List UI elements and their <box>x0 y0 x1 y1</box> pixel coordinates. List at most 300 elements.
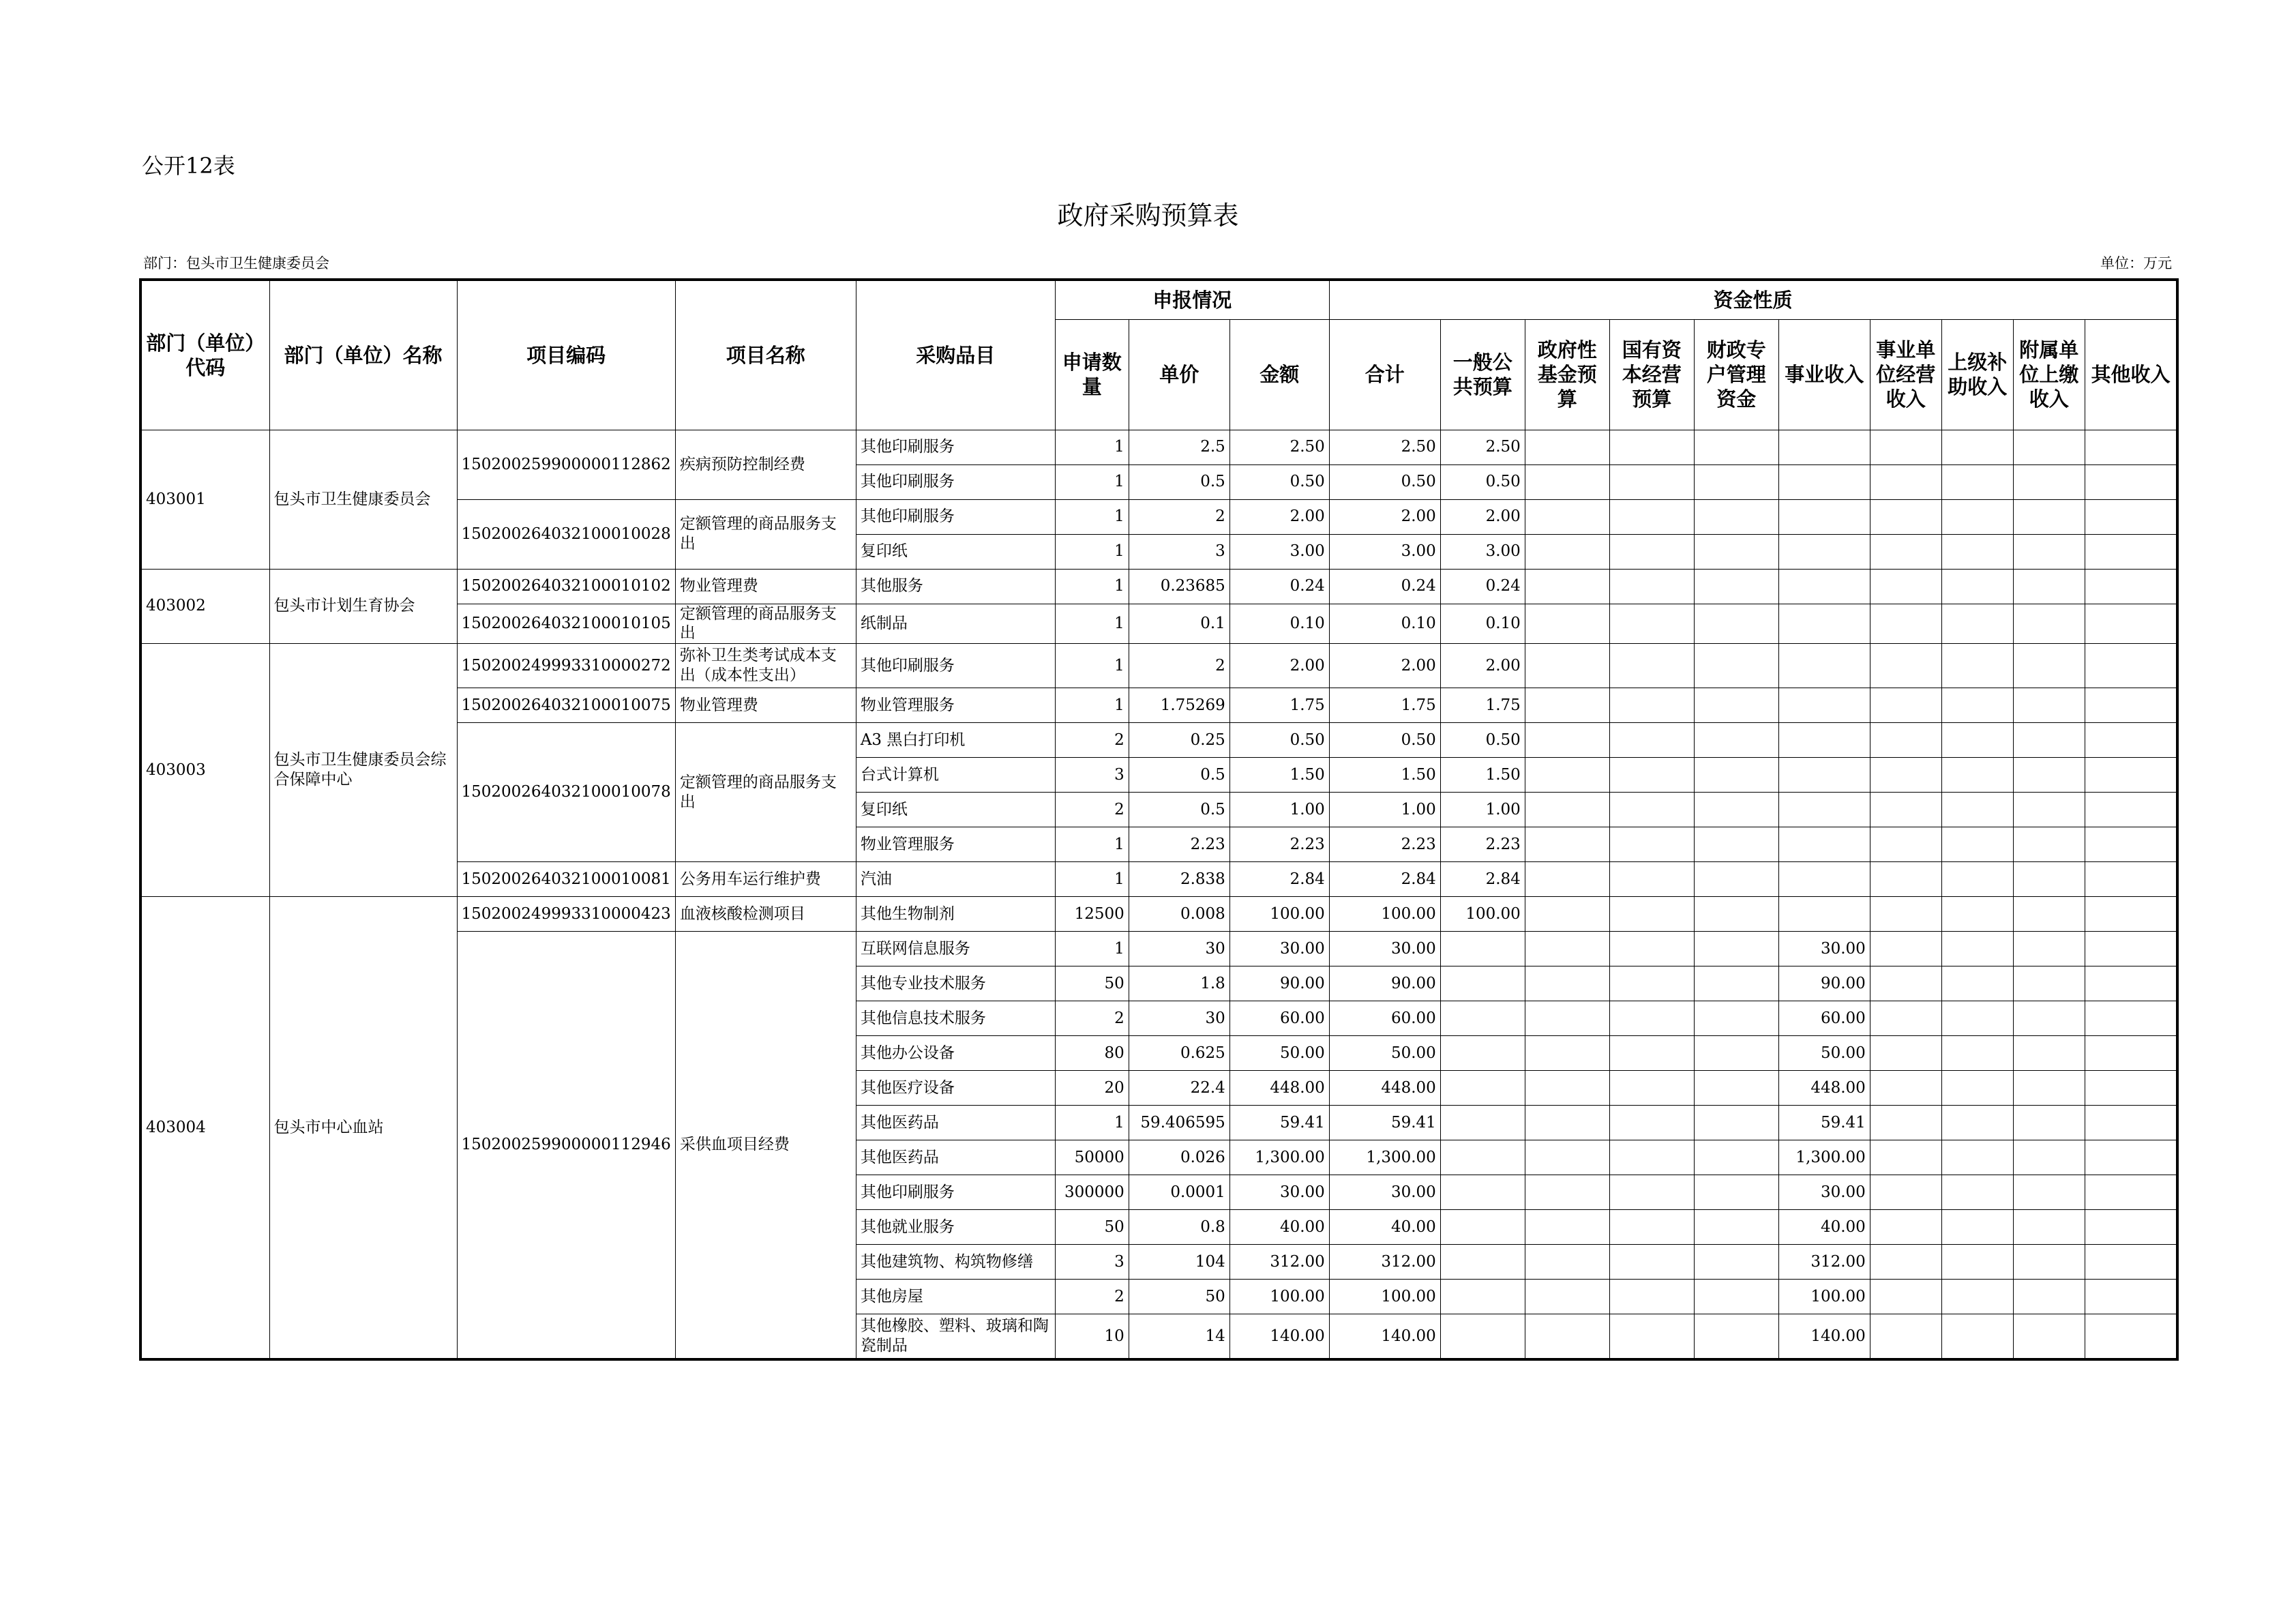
operating-income-cell <box>1870 534 1941 569</box>
amount-cell: 0.50 <box>1229 464 1329 499</box>
unit-price-cell: 1.8 <box>1129 966 1229 1001</box>
total-cell: 1.00 <box>1329 793 1440 827</box>
other-income-cell <box>2085 862 2177 897</box>
qty-cell: 1 <box>1055 534 1129 569</box>
gov-fund-cell <box>1525 827 1609 862</box>
general-budget-cell: 3.00 <box>1440 534 1525 569</box>
header-state-capital: 国有资本经营预算 <box>1609 319 1694 430</box>
unit-price-cell: 2.838 <box>1129 862 1229 897</box>
total-cell: 2.23 <box>1329 827 1440 862</box>
affiliated-income-cell <box>2013 758 2085 793</box>
general-budget-cell: 2.23 <box>1440 827 1525 862</box>
item-cell: A3 黑白打印机 <box>856 723 1055 758</box>
table-row <box>140 897 2177 932</box>
operating-income-cell <box>1870 793 1941 827</box>
project-code-cell: 150200264032100010078 <box>457 723 675 862</box>
qty-cell: 80 <box>1055 1036 1129 1071</box>
qty-cell: 50 <box>1055 1210 1129 1245</box>
business-income-cell: 1,300.00 <box>1778 1140 1870 1175</box>
total-cell: 3.00 <box>1329 534 1440 569</box>
qty-cell: 2 <box>1055 1280 1129 1314</box>
amount-cell: 30.00 <box>1229 932 1329 966</box>
affiliated-income-cell <box>2013 430 2085 464</box>
state-capital-cell <box>1609 932 1694 966</box>
amount-cell: 1,300.00 <box>1229 1140 1329 1175</box>
special-fund-cell <box>1694 862 1778 897</box>
dept-code-cell: 403004 <box>140 897 269 1360</box>
item-cell: 其他办公设备 <box>856 1036 1055 1071</box>
item-cell: 其他服务 <box>856 569 1055 604</box>
gov-fund-cell <box>1525 793 1609 827</box>
operating-income-cell <box>1870 604 1941 644</box>
qty-cell: 1 <box>1055 569 1129 604</box>
other-income-cell <box>2085 1210 2177 1245</box>
table-row <box>140 644 2177 688</box>
business-income-cell <box>1778 604 1870 644</box>
affiliated-income-cell <box>2013 1036 2085 1071</box>
total-cell: 30.00 <box>1329 1175 1440 1210</box>
unit-price-cell: 14 <box>1129 1314 1229 1360</box>
general-budget-cell: 0.50 <box>1440 723 1525 758</box>
general-budget-cell <box>1440 1140 1525 1175</box>
header-subsidy: 上级补助收入 <box>1941 319 2013 430</box>
dept-name-cell: 包头市计划生育协会 <box>269 569 457 644</box>
total-cell: 59.41 <box>1329 1106 1440 1140</box>
state-capital-cell <box>1609 604 1694 644</box>
project-code-cell: 150200264032100010075 <box>457 688 675 723</box>
item-cell: 复印纸 <box>856 793 1055 827</box>
business-income-cell <box>1778 644 1870 688</box>
project-code-cell: 150200259900000112946 <box>457 932 675 1360</box>
business-income-cell: 140.00 <box>1778 1314 1870 1360</box>
amount-cell: 0.10 <box>1229 604 1329 644</box>
amount-cell: 1.75 <box>1229 688 1329 723</box>
item-cell: 其他印刷服务 <box>856 644 1055 688</box>
special-fund-cell <box>1694 1106 1778 1140</box>
unit-price-cell: 0.23685 <box>1129 569 1229 604</box>
total-cell: 90.00 <box>1329 966 1440 1001</box>
total-cell: 2.00 <box>1329 499 1440 534</box>
business-income-cell: 30.00 <box>1778 932 1870 966</box>
gov-fund-cell <box>1525 1175 1609 1210</box>
table-row <box>140 569 2177 604</box>
qty-cell: 2 <box>1055 723 1129 758</box>
amount-cell: 448.00 <box>1229 1071 1329 1106</box>
table-row <box>140 430 2177 464</box>
item-cell: 其他就业服务 <box>856 1210 1055 1245</box>
operating-income-cell <box>1870 1245 1941 1280</box>
total-cell: 0.10 <box>1329 604 1440 644</box>
other-income-cell <box>2085 464 2177 499</box>
amount-cell: 59.41 <box>1229 1106 1329 1140</box>
header-project-name: 项目名称 <box>675 280 856 430</box>
qty-cell: 1 <box>1055 464 1129 499</box>
unit-price-cell: 0.1 <box>1129 604 1229 644</box>
qty-cell: 10 <box>1055 1314 1129 1360</box>
business-income-cell <box>1778 464 1870 499</box>
business-income-cell <box>1778 723 1870 758</box>
state-capital-cell <box>1609 897 1694 932</box>
project-name-cell: 弥补卫生类考试成本支出（成本性支出） <box>675 644 856 688</box>
special-fund-cell <box>1694 569 1778 604</box>
special-fund-cell <box>1694 1140 1778 1175</box>
subsidy-income-cell <box>1941 1036 2013 1071</box>
total-cell: 100.00 <box>1329 1280 1440 1314</box>
general-budget-cell <box>1440 1036 1525 1071</box>
special-fund-cell <box>1694 1175 1778 1210</box>
other-income-cell <box>2085 604 2177 644</box>
business-income-cell <box>1778 569 1870 604</box>
qty-cell: 50000 <box>1055 1140 1129 1175</box>
qty-cell: 1 <box>1055 932 1129 966</box>
total-cell: 0.50 <box>1329 723 1440 758</box>
project-code-cell: 150200264032100010105 <box>457 604 675 644</box>
total-cell: 1.50 <box>1329 758 1440 793</box>
unit-price-cell: 0.25 <box>1129 723 1229 758</box>
item-cell: 其他专业技术服务 <box>856 966 1055 1001</box>
state-capital-cell <box>1609 1106 1694 1140</box>
general-budget-cell: 0.50 <box>1440 464 1525 499</box>
subsidy-income-cell <box>1941 430 2013 464</box>
business-income-cell <box>1778 499 1870 534</box>
general-budget-cell: 1.00 <box>1440 793 1525 827</box>
state-capital-cell <box>1609 1001 1694 1036</box>
project-name-cell: 物业管理费 <box>675 688 856 723</box>
gov-fund-cell <box>1525 966 1609 1001</box>
item-cell: 其他医疗设备 <box>856 1071 1055 1106</box>
operating-income-cell <box>1870 1280 1941 1314</box>
other-income-cell <box>2085 1245 2177 1280</box>
project-code-cell: 150200264032100010028 <box>457 499 675 569</box>
subsidy-income-cell <box>1941 1106 2013 1140</box>
project-name-cell: 疾病预防控制经费 <box>675 430 856 499</box>
subsidy-income-cell <box>1941 534 2013 569</box>
subsidy-income-cell <box>1941 1140 2013 1175</box>
amount-cell: 2.00 <box>1229 499 1329 534</box>
subsidy-income-cell <box>1941 932 2013 966</box>
gov-fund-cell <box>1525 1314 1609 1360</box>
other-income-cell <box>2085 1036 2177 1071</box>
special-fund-cell <box>1694 897 1778 932</box>
total-cell: 40.00 <box>1329 1210 1440 1245</box>
project-code-cell: 150200249993310000272 <box>457 644 675 688</box>
special-fund-cell <box>1694 793 1778 827</box>
unit-price-cell: 0.5 <box>1129 793 1229 827</box>
business-income-cell <box>1778 793 1870 827</box>
operating-income-cell <box>1870 897 1941 932</box>
special-fund-cell <box>1694 932 1778 966</box>
other-income-cell <box>2085 966 2177 1001</box>
state-capital-cell <box>1609 499 1694 534</box>
dept-code-cell: 403001 <box>140 430 269 569</box>
amount-cell: 0.50 <box>1229 723 1329 758</box>
amount-cell: 30.00 <box>1229 1175 1329 1210</box>
operating-income-cell <box>1870 430 1941 464</box>
subsidy-income-cell <box>1941 1314 2013 1360</box>
subsidy-income-cell <box>1941 1175 2013 1210</box>
affiliated-income-cell <box>2013 1175 2085 1210</box>
operating-income-cell <box>1870 644 1941 688</box>
state-capital-cell <box>1609 966 1694 1001</box>
special-fund-cell <box>1694 430 1778 464</box>
item-cell: 其他橡胶、塑料、玻璃和陶瓷制品 <box>856 1314 1055 1360</box>
header-dept-name: 部门（单位）名称 <box>269 280 457 430</box>
project-name-cell: 公务用车运行维护费 <box>675 862 856 897</box>
amount-cell: 2.00 <box>1229 644 1329 688</box>
total-cell: 1,300.00 <box>1329 1140 1440 1175</box>
special-fund-cell <box>1694 604 1778 644</box>
special-fund-cell <box>1694 1071 1778 1106</box>
total-cell: 2.00 <box>1329 644 1440 688</box>
special-fund-cell <box>1694 1036 1778 1071</box>
general-budget-cell <box>1440 1210 1525 1245</box>
page-title: 政府采购预算表 <box>1057 201 1239 231</box>
operating-income-cell <box>1870 1071 1941 1106</box>
amount-cell: 60.00 <box>1229 1001 1329 1036</box>
affiliated-income-cell <box>2013 499 2085 534</box>
unit-price-cell: 22.4 <box>1129 1071 1229 1106</box>
header-project-code: 项目编码 <box>457 280 675 430</box>
amount-cell: 2.23 <box>1229 827 1329 862</box>
header-other: 其他收入 <box>2085 319 2177 430</box>
header-group-fund: 资金性质 <box>1329 280 2177 319</box>
subsidy-income-cell <box>1941 1245 2013 1280</box>
project-name-cell: 血液核酸检测项目 <box>675 897 856 932</box>
other-income-cell <box>2085 688 2177 723</box>
qty-cell: 2 <box>1055 1001 1129 1036</box>
other-income-cell <box>2085 1280 2177 1314</box>
business-income-cell: 30.00 <box>1778 1175 1870 1210</box>
business-income-cell: 100.00 <box>1778 1280 1870 1314</box>
item-cell: 纸制品 <box>856 604 1055 644</box>
operating-income-cell <box>1870 1036 1941 1071</box>
header-item: 采购品目 <box>856 280 1055 430</box>
unit-price-cell: 0.0001 <box>1129 1175 1229 1210</box>
business-income-cell <box>1778 758 1870 793</box>
unit-price-cell: 104 <box>1129 1245 1229 1280</box>
other-income-cell <box>2085 1001 2177 1036</box>
state-capital-cell <box>1609 862 1694 897</box>
subsidy-income-cell <box>1941 793 2013 827</box>
business-income-cell: 60.00 <box>1778 1001 1870 1036</box>
state-capital-cell <box>1609 758 1694 793</box>
general-budget-cell: 2.00 <box>1440 644 1525 688</box>
dept-code-cell: 403002 <box>140 569 269 644</box>
project-name-cell: 定额管理的商品服务支出 <box>675 499 856 569</box>
affiliated-income-cell <box>2013 1245 2085 1280</box>
qty-cell: 1 <box>1055 430 1129 464</box>
business-income-cell <box>1778 534 1870 569</box>
other-income-cell <box>2085 897 2177 932</box>
business-income-cell <box>1778 862 1870 897</box>
subsidy-income-cell <box>1941 644 2013 688</box>
gov-fund-cell <box>1525 1071 1609 1106</box>
unit-price-cell: 2 <box>1129 644 1229 688</box>
special-fund-cell <box>1694 723 1778 758</box>
operating-income-cell <box>1870 1001 1941 1036</box>
total-cell: 2.50 <box>1329 430 1440 464</box>
subsidy-income-cell <box>1941 1280 2013 1314</box>
affiliated-income-cell <box>2013 1071 2085 1106</box>
item-cell: 互联网信息服务 <box>856 932 1055 966</box>
affiliated-income-cell <box>2013 534 2085 569</box>
state-capital-cell <box>1609 1175 1694 1210</box>
affiliated-income-cell <box>2013 688 2085 723</box>
project-name-cell: 定额管理的商品服务支出 <box>675 723 856 862</box>
project-name-cell: 物业管理费 <box>675 569 856 604</box>
item-cell: 汽油 <box>856 862 1055 897</box>
business-income-cell <box>1778 688 1870 723</box>
operating-income-cell <box>1870 827 1941 862</box>
amount-cell: 50.00 <box>1229 1036 1329 1071</box>
gov-fund-cell <box>1525 1106 1609 1140</box>
affiliated-income-cell <box>2013 1314 2085 1360</box>
item-cell: 其他房屋 <box>856 1280 1055 1314</box>
amount-cell: 3.00 <box>1229 534 1329 569</box>
affiliated-income-cell <box>2013 1001 2085 1036</box>
subsidy-income-cell <box>1941 897 2013 932</box>
total-cell: 448.00 <box>1329 1071 1440 1106</box>
gov-fund-cell <box>1525 1210 1609 1245</box>
operating-income-cell <box>1870 1210 1941 1245</box>
state-capital-cell <box>1609 827 1694 862</box>
affiliated-income-cell <box>2013 723 2085 758</box>
special-fund-cell <box>1694 1001 1778 1036</box>
header-gov-fund: 政府性基金预算 <box>1525 319 1609 430</box>
general-budget-cell: 0.10 <box>1440 604 1525 644</box>
special-fund-cell <box>1694 827 1778 862</box>
state-capital-cell <box>1609 644 1694 688</box>
special-fund-cell <box>1694 688 1778 723</box>
project-name-cell: 采供血项目经费 <box>675 932 856 1360</box>
header-special: 财政专户管理资金 <box>1694 319 1778 430</box>
affiliated-income-cell <box>2013 1106 2085 1140</box>
other-income-cell <box>2085 1106 2177 1140</box>
unit-price-cell: 50 <box>1129 1280 1229 1314</box>
other-income-cell <box>2085 569 2177 604</box>
general-budget-cell: 1.75 <box>1440 688 1525 723</box>
qty-cell: 1 <box>1055 604 1129 644</box>
operating-income-cell <box>1870 862 1941 897</box>
general-budget-cell <box>1440 1280 1525 1314</box>
other-income-cell <box>2085 932 2177 966</box>
subsidy-income-cell <box>1941 688 2013 723</box>
operating-income-cell <box>1870 932 1941 966</box>
unit-price-cell: 2 <box>1129 499 1229 534</box>
amount-cell: 1.50 <box>1229 758 1329 793</box>
qty-cell: 2 <box>1055 793 1129 827</box>
gov-fund-cell <box>1525 604 1609 644</box>
gov-fund-cell <box>1525 1140 1609 1175</box>
header-dept-code: 部门（单位）代码 <box>140 280 269 430</box>
subsidy-income-cell <box>1941 1071 2013 1106</box>
unit-price-cell: 0.008 <box>1129 897 1229 932</box>
business-income-cell <box>1778 827 1870 862</box>
general-budget-cell: 2.84 <box>1440 862 1525 897</box>
gov-fund-cell <box>1525 862 1609 897</box>
general-budget-cell: 1.50 <box>1440 758 1525 793</box>
general-budget-cell: 2.50 <box>1440 430 1525 464</box>
header-total: 合计 <box>1329 319 1440 430</box>
business-income-cell: 50.00 <box>1778 1036 1870 1071</box>
business-income-cell <box>1778 897 1870 932</box>
amount-cell: 312.00 <box>1229 1245 1329 1280</box>
general-budget-cell: 2.00 <box>1440 499 1525 534</box>
gov-fund-cell <box>1525 534 1609 569</box>
general-budget-cell <box>1440 1175 1525 1210</box>
amount-cell: 2.84 <box>1229 862 1329 897</box>
amount-cell: 90.00 <box>1229 966 1329 1001</box>
total-cell: 312.00 <box>1329 1245 1440 1280</box>
unit-price-cell: 0.625 <box>1129 1036 1229 1071</box>
item-cell: 其他医药品 <box>856 1140 1055 1175</box>
affiliated-income-cell <box>2013 1280 2085 1314</box>
gov-fund-cell <box>1525 897 1609 932</box>
qty-cell: 20 <box>1055 1071 1129 1106</box>
total-cell: 60.00 <box>1329 1001 1440 1036</box>
subsidy-income-cell <box>1941 464 2013 499</box>
state-capital-cell <box>1609 1071 1694 1106</box>
state-capital-cell <box>1609 1210 1694 1245</box>
gov-fund-cell <box>1525 430 1609 464</box>
other-income-cell <box>2085 793 2177 827</box>
unit-price-cell: 0.8 <box>1129 1210 1229 1245</box>
other-income-cell <box>2085 1140 2177 1175</box>
unit-price-cell: 30 <box>1129 932 1229 966</box>
gov-fund-cell <box>1525 1036 1609 1071</box>
affiliated-income-cell <box>2013 897 2085 932</box>
other-income-cell <box>2085 827 2177 862</box>
state-capital-cell <box>1609 688 1694 723</box>
item-cell: 其他印刷服务 <box>856 1175 1055 1210</box>
procurement-budget-table <box>139 278 2179 1361</box>
unit-price-cell: 30 <box>1129 1001 1229 1036</box>
affiliated-income-cell <box>2013 1210 2085 1245</box>
state-capital-cell <box>1609 1036 1694 1071</box>
unit-line: 单位：万元 <box>2100 255 2172 271</box>
other-income-cell <box>2085 1175 2177 1210</box>
page-label: 公开12表 <box>142 153 235 179</box>
operating-income-cell <box>1870 1175 1941 1210</box>
special-fund-cell <box>1694 1245 1778 1280</box>
qty-cell: 1 <box>1055 499 1129 534</box>
total-cell: 1.75 <box>1329 688 1440 723</box>
qty-cell: 1 <box>1055 688 1129 723</box>
subsidy-income-cell <box>1941 499 2013 534</box>
qty-cell: 1 <box>1055 862 1129 897</box>
subsidy-income-cell <box>1941 1210 2013 1245</box>
unit-price-cell: 0.5 <box>1129 758 1229 793</box>
general-budget-cell <box>1440 966 1525 1001</box>
state-capital-cell <box>1609 534 1694 569</box>
qty-cell: 50 <box>1055 966 1129 1001</box>
total-cell: 140.00 <box>1329 1314 1440 1360</box>
total-cell: 0.50 <box>1329 464 1440 499</box>
special-fund-cell <box>1694 758 1778 793</box>
gov-fund-cell <box>1525 499 1609 534</box>
other-income-cell <box>2085 499 2177 534</box>
general-budget-cell <box>1440 1071 1525 1106</box>
operating-income-cell <box>1870 464 1941 499</box>
header-business: 事业收入 <box>1778 319 1870 430</box>
unit-price-cell: 0.026 <box>1129 1140 1229 1175</box>
state-capital-cell <box>1609 723 1694 758</box>
state-capital-cell <box>1609 793 1694 827</box>
item-cell: 台式计算机 <box>856 758 1055 793</box>
subsidy-income-cell <box>1941 1001 2013 1036</box>
affiliated-income-cell <box>2013 827 2085 862</box>
other-income-cell <box>2085 723 2177 758</box>
